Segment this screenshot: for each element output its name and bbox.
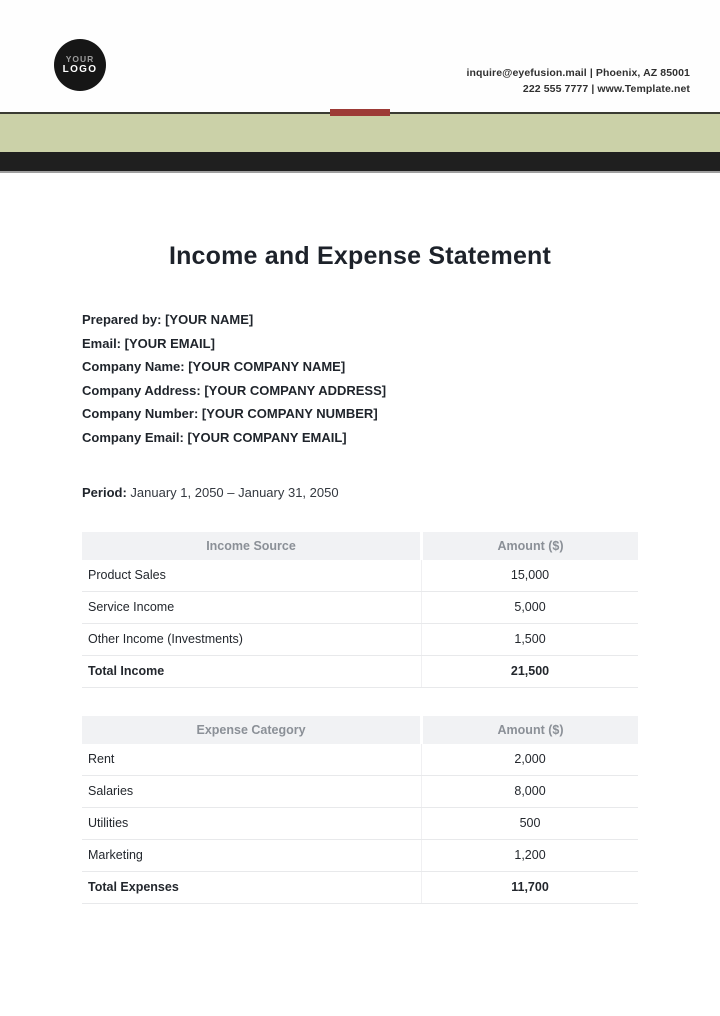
row-amount: 11,700 — [422, 871, 638, 903]
info-label: Company Name: — [82, 359, 189, 375]
table-row — [82, 807, 638, 839]
info-label: Company Email: — [82, 429, 188, 445]
income-table — [82, 532, 638, 688]
info-label: Company Number: — [82, 406, 202, 422]
row-amount: 1,500 — [422, 623, 638, 655]
info-label: Prepared by: — [82, 312, 166, 327]
expense-table — [82, 716, 638, 904]
row-label: Rent — [82, 744, 422, 776]
row-amount: 2,000 — [422, 744, 638, 776]
table-row — [82, 655, 638, 687]
income-table-body — [82, 560, 638, 688]
table-row — [82, 560, 638, 592]
logo-text-logo: LOGO — [62, 64, 98, 75]
row-amount: 5,000 — [422, 591, 638, 623]
info-line — [82, 402, 638, 426]
expense-table-header-row — [82, 716, 638, 744]
contact-info — [466, 66, 690, 97]
row-label: Other Income (Investments) — [82, 623, 422, 655]
row-amount: 21,500 — [422, 655, 638, 687]
info-line — [82, 308, 638, 332]
document-body — [0, 241, 720, 904]
info-value: [YOUR COMPANY NUMBER] — [201, 406, 378, 422]
contact-line-1: inquire@eyefusion.mail | Phoenix, AZ 85001 — [466, 67, 690, 79]
period-line — [82, 483, 638, 503]
row-amount: 500 — [422, 807, 638, 839]
info-value: [YOUR COMPANY ADDRESS] — [204, 382, 387, 398]
row-label: Total Income — [82, 655, 422, 687]
info-line — [82, 426, 638, 450]
table-row — [82, 591, 638, 623]
olive-band — [0, 112, 720, 152]
income-table-header-row — [82, 532, 638, 560]
row-amount: 1,200 — [422, 839, 638, 871]
table-row — [82, 871, 638, 903]
info-line — [82, 379, 638, 403]
table-row — [82, 775, 638, 807]
info-line — [82, 332, 638, 356]
logo-text-your: YOUR — [65, 54, 95, 64]
page-title: Income and Expense Statement — [168, 242, 552, 270]
row-amount: 8,000 — [422, 775, 638, 807]
info-value: [YOUR COMPANY NAME] — [188, 359, 346, 375]
expense-table-body — [82, 744, 638, 904]
row-label: Service Income — [82, 591, 422, 623]
income-amount-header: Amount ($) — [422, 532, 638, 560]
period-value: January 1, 2050 – January 31, 2050 — [130, 484, 339, 500]
info-line — [82, 355, 638, 379]
expense-category-header: Expense Category — [82, 716, 422, 744]
table-row — [82, 623, 638, 655]
row-label: Total Expenses — [82, 871, 422, 903]
info-block — [82, 308, 638, 450]
info-value: [YOUR NAME] — [165, 312, 254, 327]
company-logo — [54, 39, 106, 91]
row-label: Marketing — [82, 839, 422, 871]
row-label: Utilities — [82, 807, 422, 839]
info-value: [YOUR COMPANY EMAIL] — [187, 429, 347, 445]
info-label: Company Address: — [82, 382, 205, 398]
income-source-header: Income Source — [82, 532, 422, 560]
table-row — [82, 839, 638, 871]
row-label: Product Sales — [82, 560, 422, 592]
page-header — [0, 0, 720, 112]
expense-amount-header: Amount ($) — [422, 716, 638, 744]
info-value: [YOUR EMAIL] — [124, 335, 215, 351]
table-row — [82, 744, 638, 776]
row-label: Salaries — [82, 775, 422, 807]
info-label: Email: — [82, 335, 125, 351]
dark-band — [0, 152, 720, 173]
row-amount: 15,000 — [422, 560, 638, 592]
period-label: Period: — [82, 484, 127, 500]
red-accent-bar — [330, 109, 390, 116]
contact-line-2: 222 555 7777 | www.Template.net — [522, 82, 690, 95]
